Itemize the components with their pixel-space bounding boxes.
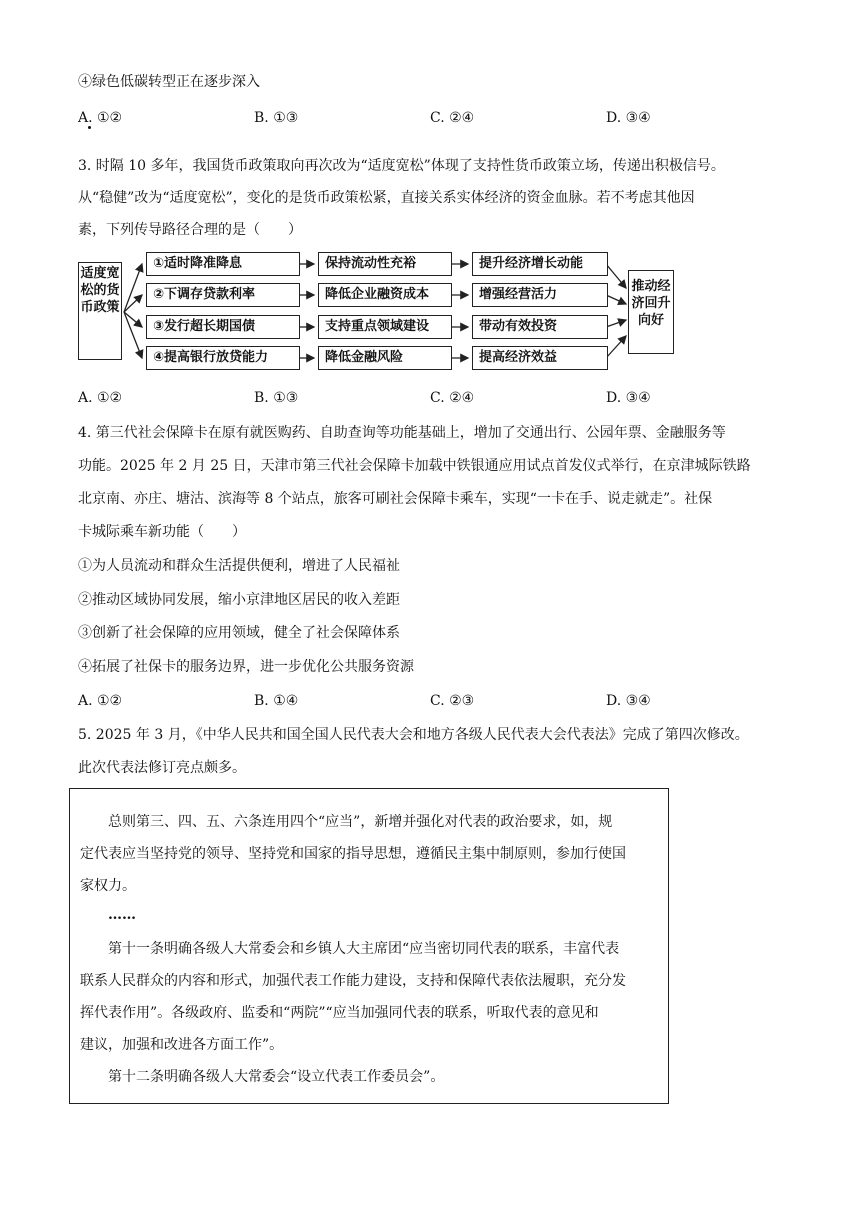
excerpt-line: 挥代表作用”。各级政府、监委和“两院”“应当加强同代表的联系，听取代表的意见和 [80, 1005, 599, 1021]
q3-stem-line-1: 3. 时隔 10 多年，我国货币政策取向再次改为“适度宽松”体现了支持性货币政策立场，传递出积极信号。 [78, 158, 725, 174]
excerpt-line: 联系人民群众的内容和形式，加强代表工作能力建设，支持和保障代表依法履职，充分发 [80, 973, 626, 989]
q4-option-a[interactable]: A. ①② [78, 693, 123, 709]
q4-item-1: ①为人员流动和群众生活提供便利，增进了人民福祉 [78, 558, 400, 574]
monetary-policy-box: 适度宽松的货币政策 [78, 262, 122, 360]
q4-option-c[interactable]: C. ②③ [430, 693, 475, 709]
q4-stem-line-1: 4. 第三代社会保障卡在原有就医购药、自助查询等功能基础上，增加了交通出行、公园年票、金融服务等 [78, 425, 726, 441]
q4-stem-line-2: 功能。2025 年 2 月 25 日，天津市第三代社会保障卡加载中铁银通应用试点首发仪式举行，在京津城际铁路 [78, 458, 751, 474]
q4-option-d[interactable]: D. ③④ [606, 693, 651, 709]
q5-stem-line-1: 5. 2025 年 3 月，《中华人民共和国全国人民代表大会和地方各级人民代表大会代表法》完成了第四次修改。 [78, 727, 749, 743]
path-2-step-3: 增强经营活力 [472, 283, 608, 307]
q4-stem-line-3: 北京南、亦庄、塘沽、滨海等 8 个站点，旅客可刷社会保障卡乘车，实现“一卡在手、说走就走”。社保 [78, 491, 713, 507]
path-2-step-2: 降低企业融资成本 [318, 283, 452, 307]
q2-option-d[interactable]: D. ③④ [606, 110, 651, 126]
path-1-step-3: 提升经济增长动能 [472, 252, 608, 276]
excerpt-line: 定代表应当坚持党的领导、坚持党和国家的指导思想，遵循民主集中制原则，参加行使国 [80, 846, 626, 862]
q3-option-a[interactable]: A. ①② [78, 390, 123, 406]
q4-item-2: ②推动区域协同发展，缩小京津地区居民的收入差距 [78, 592, 400, 608]
q3-stem-line-3: 素，下列传导路径合理的是（ ） [78, 222, 302, 238]
q4-item-4: ④拓展了社保卡的服务边界，进一步优化公共服务资源 [78, 659, 414, 675]
q4-item-3: ③创新了社会保障的应用领域，健全了社会保障体系 [78, 625, 400, 641]
path-3-step-3: 带动有效投资 [472, 315, 608, 339]
q3-option-c[interactable]: C. ②④ [430, 390, 475, 406]
path-1-step-2: 保持流动性充裕 [318, 252, 452, 276]
excerpt-line: 第十一条明确各级人大常委会和乡镇人大主席团“应当密切同代表的联系，丰富代表 [108, 941, 620, 957]
q2-option-a[interactable]: A. ①② [78, 110, 123, 126]
law-excerpt-box [69, 788, 669, 1104]
q5-stem-line-2: 此次代表法修订亮点颇多。 [78, 760, 246, 776]
path-3-step-2: 支持重点领域建设 [318, 315, 452, 339]
q2-item-4: ④绿色低碳转型正在逐步深入 [78, 74, 260, 90]
q4-option-b[interactable]: B. ①④ [254, 693, 299, 709]
path-2-step-1: ②下调存贷款利率 [146, 283, 300, 307]
emphasis-dot [88, 126, 91, 129]
path-4-step-3: 提高经济效益 [472, 346, 608, 370]
q3-option-d[interactable]: D. ③④ [606, 390, 651, 406]
economic-recovery-box: 推动经济回升向好 [628, 270, 674, 354]
excerpt-line: 总则第三、四、五、六条连用四个“应当”，新增并强化对代表的政治要求，如，规 [108, 814, 613, 830]
q3-option-b[interactable]: B. ①③ [254, 390, 299, 406]
q2-option-c[interactable]: C. ②④ [430, 110, 475, 126]
path-3-step-1: ③发行超长期国债 [146, 315, 300, 339]
q4-stem-line-4: 卡城际乘车新功能（ ） [78, 524, 246, 540]
path-4-step-2: 降低金融风险 [318, 346, 452, 370]
path-4-step-1: ④提高银行放贷能力 [146, 346, 300, 370]
q3-stem-line-2: 从“稳健”改为“适度宽松”，变化的是货币政策松紧，直接关系实体经济的资金血脉。若不考虑其他因 [78, 190, 695, 206]
path-1-step-1: ①适时降准降息 [146, 252, 300, 276]
excerpt-line: 第十二条明确各级人大常委会“设立代表工作委员会”。 [108, 1069, 445, 1085]
transmission-path-diagram [78, 248, 678, 378]
excerpt-ellipsis: …… [108, 907, 136, 923]
excerpt-line: 家权力。 [80, 878, 136, 894]
excerpt-line: 建议，加强和改进各方面工作”。 [80, 1037, 284, 1053]
q2-option-b[interactable]: B. ①③ [254, 110, 299, 126]
